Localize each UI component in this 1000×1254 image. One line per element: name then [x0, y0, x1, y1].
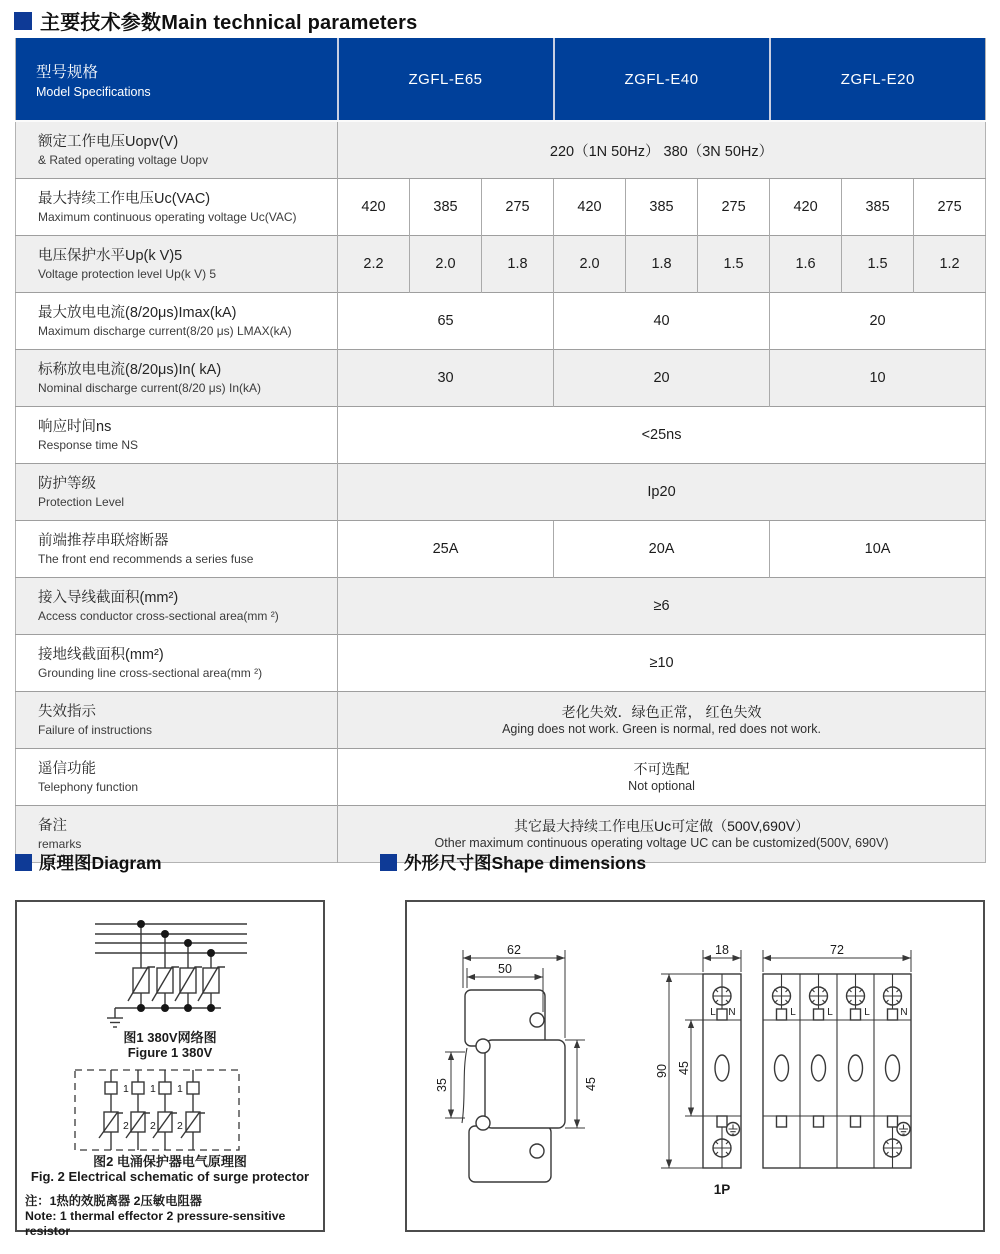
row-label: [16, 179, 338, 236]
row-label-en: remarks: [38, 836, 82, 851]
row-value: [338, 749, 986, 806]
figure2-schematic-svg: [17, 1068, 323, 1152]
row-value-cell: 420: [338, 179, 410, 236]
row-value: <25ns: [338, 407, 986, 464]
dim-35-label: 35: [435, 1078, 449, 1092]
row-value-en: Aging does not work. Green is normal, red does not work.: [502, 722, 821, 736]
row-label: [16, 521, 338, 578]
table-header-row: [16, 38, 986, 121]
row-label-zh: 额定工作电压Uopv(V): [38, 133, 179, 150]
row-value: 220（1N 50Hz） 380（3N 50Hz）: [338, 121, 986, 179]
row-label-zh: 接入导线截面积(mm²): [38, 589, 179, 606]
row-label-zh: 接地线截面积(mm²): [38, 646, 164, 663]
component-1-label: 1: [123, 1083, 129, 1095]
row-value: [338, 692, 986, 749]
dim-50-label: 50: [498, 962, 512, 976]
pole-1p-label: 1P: [713, 1182, 731, 1197]
table-row: [16, 521, 986, 578]
row-label-zh: 电压保护水平Up(k V)5: [38, 247, 183, 264]
terminal-label: N: [900, 1007, 908, 1018]
row-value-cell: 25A: [338, 521, 554, 578]
table-row: [16, 350, 986, 407]
terminal-label: L: [864, 1007, 870, 1018]
row-value-zh: 不可选配: [633, 761, 690, 777]
row-label-en: & Rated operating voltage Uopv: [38, 152, 209, 167]
row-label-zh: 标称放电电流(8/20μs)In( kA): [38, 361, 222, 378]
row-value-cell: 385: [842, 179, 914, 236]
row-value-cell: 20: [770, 293, 986, 350]
row-label-zh: 备注: [38, 817, 67, 834]
row-label: [16, 407, 338, 464]
row-value-cell: 40: [554, 293, 770, 350]
row-value-cell: 10A: [770, 521, 986, 578]
table-row: [16, 407, 986, 464]
row-value-cell: 420: [770, 179, 842, 236]
table-row: [16, 749, 986, 806]
component-1-label: 1: [177, 1083, 183, 1095]
row-label-en: Access conductor cross-sectional area(mm ²): [38, 608, 279, 623]
row-label: [16, 578, 338, 635]
table-row: [16, 236, 986, 293]
column-header-model-spec: [16, 38, 338, 121]
row-value-cell: 275: [698, 179, 770, 236]
figure1-caption-en: Figure 1 380V: [127, 1045, 213, 1060]
row-value-cell: 65: [338, 293, 554, 350]
table-row: [16, 692, 986, 749]
shape-dimensions-box: [405, 900, 985, 1232]
diagram-box: [15, 900, 325, 1238]
row-value-cell: 1.2: [914, 236, 986, 293]
column-header-zgfl-e40: ZGFL-E40: [554, 38, 770, 121]
title-square-icon: [14, 12, 32, 30]
row-label: [16, 236, 338, 293]
header-label-en: Model Specifications: [36, 84, 151, 99]
diagram-square-icon: [15, 854, 32, 871]
main-title: [14, 6, 417, 35]
row-value-cell: 1.5: [698, 236, 770, 293]
terminal-n-label: N: [728, 1007, 736, 1018]
row-value-en: Not optional: [628, 779, 695, 793]
diagram-note-zh: 注：1热的效脱离器 2压敏电阻器: [25, 1194, 202, 1208]
diagram-section-title: 原理图Diagram: [15, 850, 162, 875]
row-value: Ip20: [338, 464, 986, 521]
row-value-cell: 1.8: [626, 236, 698, 293]
row-value-cell: 1.6: [770, 236, 842, 293]
column-header-zgfl-e65: ZGFL-E65: [338, 38, 554, 121]
row-value-cell: 2.2: [338, 236, 410, 293]
table-row: [16, 121, 986, 179]
row-label: [16, 749, 338, 806]
pole-1p-drawing: [655, 943, 741, 1197]
component-2-label: 2: [123, 1120, 129, 1132]
row-label: [16, 350, 338, 407]
terminal-label: L: [790, 1007, 796, 1018]
figure1-network-circuit-svg: [17, 908, 323, 1028]
row-value-cell: 10: [770, 350, 986, 407]
dim-18-label: 18: [715, 943, 729, 957]
row-value-zh: 老化失效．绿色正常， 红色失效: [561, 704, 762, 720]
row-value-zh: 其它最大持续工作电压Uc可定做（500V,690V）: [513, 818, 810, 834]
component-1-label: 1: [150, 1083, 156, 1095]
row-label: [16, 464, 338, 521]
row-value-cell: 385: [410, 179, 482, 236]
row-value-cell: 275: [482, 179, 554, 236]
figure1-caption-zh: 图1 380V网络图: [123, 1030, 217, 1045]
row-label: [16, 121, 338, 179]
table-row: [16, 635, 986, 692]
figure2-caption-zh: 图2 电涌保护器电气原理图: [93, 1154, 247, 1169]
row-label: [16, 692, 338, 749]
row-label-en: Response time NS: [38, 437, 139, 452]
row-value-cell: 2.0: [554, 236, 626, 293]
terminal-l-label: L: [710, 1007, 716, 1018]
row-label-en: Protection Level: [38, 494, 125, 509]
row-value: ≥6: [338, 578, 986, 635]
table-row: [16, 578, 986, 635]
column-header-zgfl-e20: ZGFL-E20: [770, 38, 986, 121]
row-label-zh: 响应时间ns: [38, 418, 112, 435]
main-title-text: 主要技术参数Main technical parameters: [40, 12, 418, 34]
row-value-cell: 385: [626, 179, 698, 236]
row-value-cell: 275: [914, 179, 986, 236]
row-value-cell: 20: [554, 350, 770, 407]
row-label-en: Failure of instructions: [38, 722, 153, 737]
shape-drawings-svg: [407, 902, 983, 1230]
row-value-en: Other maximum continuous operating voltage UC can be customized(500V, 690V): [434, 836, 889, 850]
figure2-caption-en: Fig. 2 Electrical schematic of surge protector: [30, 1169, 310, 1184]
diagram-note-en: Note: 1 thermal effector 2 pressure-sensitive resistor: [25, 1209, 286, 1238]
component-2-label: 2: [177, 1120, 183, 1132]
row-label-en: Grounding line cross-sectional area(mm ²): [38, 665, 263, 680]
shape-square-icon: [380, 854, 397, 871]
dim-90-label: 90: [655, 1064, 669, 1078]
row-label-zh: 遥信功能: [38, 760, 96, 777]
row-label-en: Maximum discharge current(8/20 μs) LMAX(kA): [38, 323, 292, 338]
row-label-en: Voltage protection level Up(k V) 5: [38, 266, 217, 281]
row-value-cell: 30: [338, 350, 554, 407]
dim-62-label: 62: [507, 943, 521, 957]
row-label-zh: 最大持续工作电压Uc(VAC): [38, 190, 211, 207]
parameters-table: [15, 38, 986, 863]
row-value-cell: 20A: [554, 521, 770, 578]
row-label-en: Nominal discharge current(8/20 μs) In(kA): [38, 380, 261, 395]
row-value-cell: 420: [554, 179, 626, 236]
row-label-zh: 防护等级: [38, 475, 96, 492]
terminal-label: L: [827, 1007, 833, 1018]
row-label-zh: 最大放电电流(8/20μs)Imax(kA): [38, 304, 237, 321]
header-label-zh: 型号规格: [36, 63, 99, 81]
dim-45-label: 45: [584, 1077, 598, 1091]
row-value-cell: 1.5: [842, 236, 914, 293]
row-label-en: Telephony function: [38, 779, 139, 794]
table-row: [16, 293, 986, 350]
shape-section-title: 外形尺寸图Shape dimensions: [380, 850, 646, 875]
row-label: [16, 635, 338, 692]
row-label-en: The front end recommends a series fuse: [38, 551, 254, 566]
row-value-cell: 2.0: [410, 236, 482, 293]
pole-4p-drawing: [763, 943, 911, 1168]
dim-45b-label: 45: [677, 1061, 691, 1075]
component-2-label: 2: [150, 1120, 156, 1132]
row-label-zh: 失效指示: [38, 703, 96, 720]
row-value: ≥10: [338, 635, 986, 692]
row-label: [16, 293, 338, 350]
dim-72-label: 72: [830, 943, 844, 957]
row-label-en: Maximum continuous operating voltage Uc(VAC): [38, 209, 297, 224]
ground-symbol: [107, 1008, 123, 1027]
table-row: [16, 464, 986, 521]
row-value-cell: 1.8: [482, 236, 554, 293]
row-label-zh: 前端推荐串联熔断器: [38, 532, 169, 549]
side-view-drawing: [435, 943, 598, 1182]
table-row: [16, 179, 986, 236]
